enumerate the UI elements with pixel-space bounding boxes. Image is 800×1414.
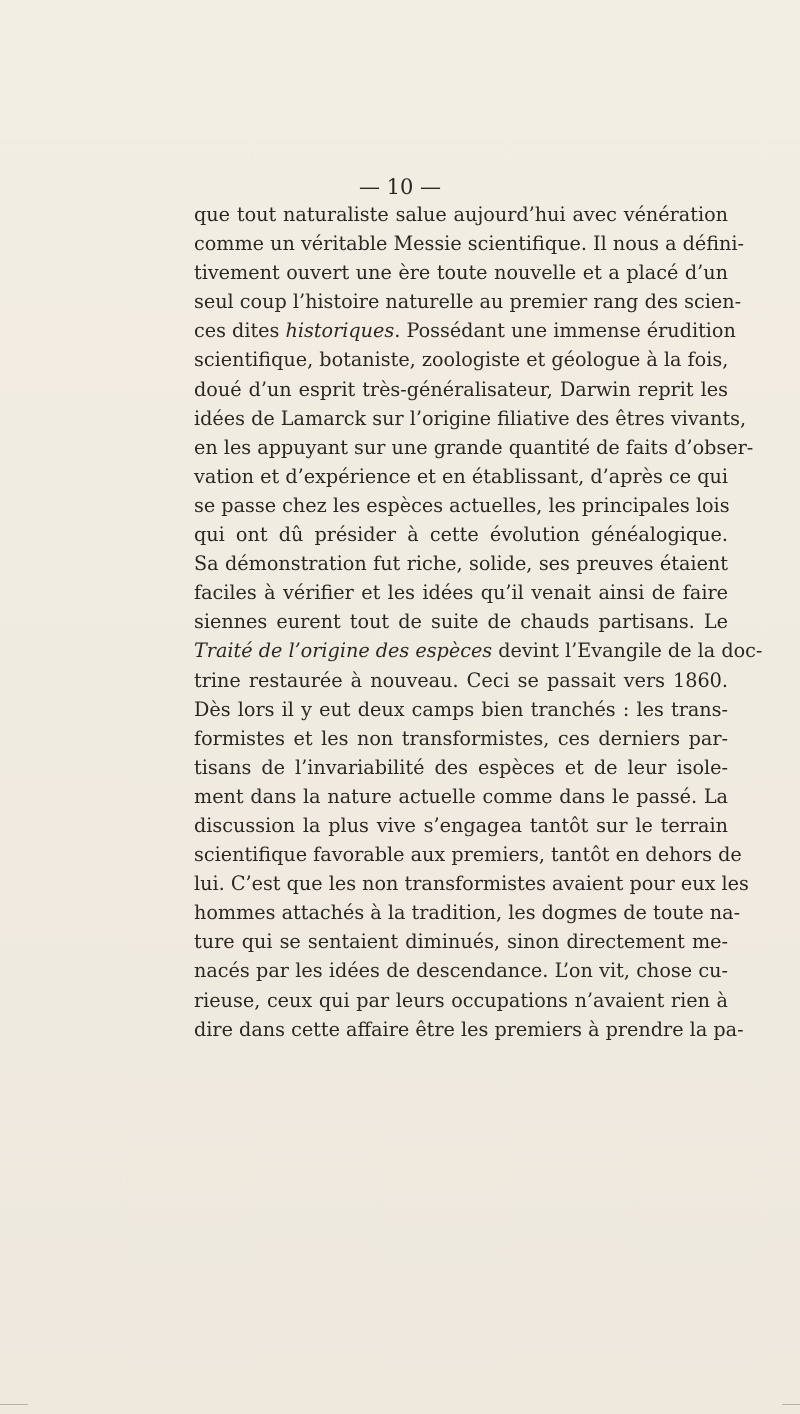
text-segment: formistes et les non transformistes, ces derniers par-	[194, 726, 728, 750]
text-segment: Sa démonstration fut riche, solide, ses preuves étaient	[194, 552, 728, 576]
text-segment: idées de Lamarck sur l’origine filiative des êtres vivants,	[194, 406, 747, 430]
text-segment: ces dites	[194, 319, 286, 343]
text-segment: nacés par les idées de descendance. L’on vit, chose cu-	[194, 959, 728, 983]
text-segment: devint l’Evangile de la doc-	[492, 639, 763, 663]
text-segment: tivement ouvert une ère toute nouvelle et a placé d’un	[194, 261, 728, 285]
scan-mark-left	[0, 1404, 28, 1405]
text-line	[194, 898, 741, 927]
text-segment: faciles à vérifier et les idées qu’il venait ainsi de faire	[194, 581, 728, 605]
text-segment: ment dans la nature actuelle comme dans le passé. La	[194, 784, 728, 808]
text-segment: qui ont dû présider à cette évolution généalogique.	[194, 523, 728, 547]
text-line	[194, 258, 728, 287]
text-line	[194, 869, 749, 898]
text-line	[194, 956, 728, 985]
text-segment: hommes attachés à la tradition, les dogmes de toute na-	[194, 901, 741, 925]
text-line	[194, 375, 728, 404]
text-segment: se passe chez les espèces actuelles, les principales lois	[194, 493, 730, 517]
italic-title: Traité de l’origine des espèces	[194, 639, 493, 663]
text-segment: lui. C’est que les non transformistes avaient pour eux les	[194, 872, 749, 896]
body-text	[194, 200, 763, 1044]
text-segment: . Possédant une immense érudition	[394, 319, 736, 343]
text-segment: seul coup l’histoire naturelle au premier rang des scien-	[194, 290, 742, 314]
text-line	[194, 986, 728, 1015]
text-line	[194, 782, 728, 811]
text-segment: tisans de l’invariabilité des espèces et de leur isole-	[194, 755, 728, 779]
text-line	[194, 200, 728, 229]
italic-title: historiques	[285, 319, 395, 343]
page-number: — 10 —	[358, 175, 442, 199]
text-line	[194, 840, 742, 869]
text-segment: comme un véritable Messie scientifique. Il nous a défini-	[194, 232, 745, 256]
text-segment: scientifique favorable aux premiers, tantôt en dehors de	[194, 843, 742, 867]
text-line	[194, 345, 728, 374]
text-line	[194, 927, 728, 956]
text-segment: discussion la plus vive s’engagea tantôt sur le terrain	[194, 813, 728, 837]
text-segment: dire dans cette affaire être les premiers à prendre la pa-	[194, 1017, 744, 1041]
text-line	[194, 666, 728, 695]
text-line	[194, 491, 728, 520]
text-line	[194, 724, 728, 753]
text-segment: trine restaurée à nouveau. Ceci se passait vers 1860.	[194, 668, 728, 692]
text-line	[194, 607, 728, 636]
text-line	[194, 229, 745, 258]
text-segment: doué d’un esprit très-généralisateur, Darwin reprit les	[194, 377, 728, 401]
text-segment: rieuse, ceux qui par leurs occupations n’avaient rien à	[194, 988, 728, 1012]
text-segment: scientifique, botaniste, zoologiste et géologue à la fois,	[194, 348, 729, 372]
text-segment: en les appuyant sur une grande quantité de faits d’obser-	[194, 435, 754, 459]
text-line	[194, 520, 728, 549]
text-segment: que tout naturaliste salue aujourd’hui avec vénération	[194, 203, 728, 226]
text-line	[194, 287, 742, 316]
text-line	[194, 578, 728, 607]
text-segment: vation et d’expérience et en établissant, d’après ce qui	[194, 464, 728, 488]
text-line	[194, 316, 736, 345]
text-line	[194, 462, 728, 491]
text-segment: ture qui se sentaient diminués, sinon directement me-	[194, 930, 728, 954]
text-segment: Dès lors il y eut deux camps bien tranchés : les trans-	[194, 697, 728, 721]
text-line	[194, 753, 728, 782]
text-line	[194, 549, 728, 578]
text-segment: siennes eurent tout de suite de chauds partisans. Le	[194, 610, 728, 634]
text-line	[194, 636, 763, 665]
text-line	[194, 811, 728, 840]
text-line	[194, 404, 747, 433]
text-line	[194, 695, 728, 724]
text-line	[194, 1015, 744, 1044]
text-line	[194, 433, 754, 462]
scan-mark-right	[782, 1404, 800, 1405]
